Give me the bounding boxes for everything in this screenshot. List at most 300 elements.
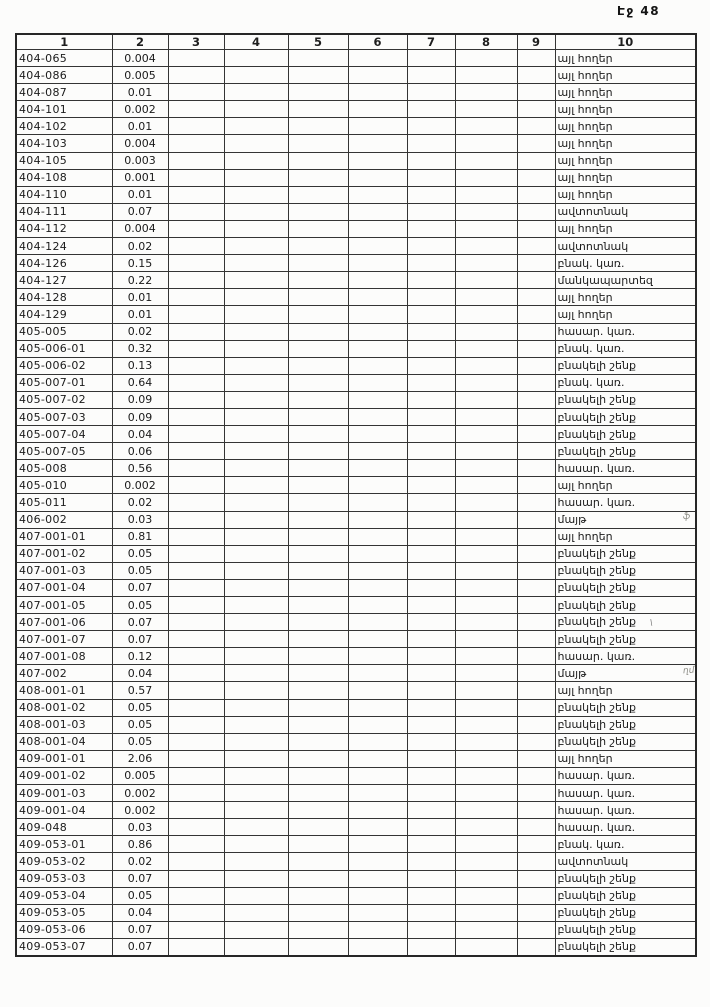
cell-empty (455, 203, 517, 220)
land-use-text: այլ հողեր (557, 154, 613, 168)
table-row (16, 597, 696, 614)
cell-empty (288, 870, 348, 887)
table-row (16, 186, 696, 203)
table-row (16, 733, 696, 750)
cell-empty (288, 579, 348, 596)
cell-empty (168, 67, 224, 84)
cell-empty (348, 340, 407, 357)
cell-empty (407, 631, 455, 648)
land-use-text: ավտոտնակ (557, 854, 629, 868)
cell-area-value: 0.86 (112, 836, 168, 853)
cell-empty (407, 870, 455, 887)
cell-empty (168, 870, 224, 887)
cell-empty (288, 203, 348, 220)
cell-empty (168, 374, 224, 391)
cell-empty (288, 50, 348, 67)
cell-empty (168, 665, 224, 682)
cell-empty (455, 836, 517, 853)
cell-empty (407, 904, 455, 921)
cell-empty (407, 238, 455, 255)
cell-empty (288, 887, 348, 904)
cell-empty (455, 477, 517, 494)
cell-empty (168, 118, 224, 135)
column-header: 4 (224, 34, 288, 50)
cell-empty (224, 597, 288, 614)
land-use-text: բնակելի շենք (557, 581, 636, 595)
cell-land-use (555, 426, 696, 443)
cell-land-use (555, 802, 696, 819)
cell-empty (407, 340, 455, 357)
cell-empty (407, 426, 455, 443)
cell-empty (407, 272, 455, 289)
cell-empty (224, 562, 288, 579)
cell-empty (348, 938, 407, 956)
cell-parcel-code: 404-124 (16, 238, 112, 255)
table-row (16, 101, 696, 118)
cell-empty (517, 511, 555, 528)
cell-empty (517, 152, 555, 169)
cell-empty (517, 443, 555, 460)
cell-empty (517, 938, 555, 956)
cell-empty (407, 750, 455, 767)
land-use-text: բնակելի շենք (557, 701, 636, 715)
land-use-text: բնակելի շենք (557, 735, 636, 749)
cell-area-value: 0.15 (112, 255, 168, 272)
cell-empty (407, 562, 455, 579)
land-use-text: բնակ. կառ. (557, 376, 625, 390)
cell-empty (517, 477, 555, 494)
land-use-text: այլ հողեր (557, 530, 613, 544)
cell-empty (517, 904, 555, 921)
land-use-text: բնակելի շենք (557, 872, 636, 886)
cell-empty (224, 169, 288, 186)
table-row (16, 785, 696, 802)
table-row (16, 306, 696, 323)
cell-land-use (555, 340, 696, 357)
cell-empty (288, 118, 348, 135)
cell-empty (407, 938, 455, 956)
cell-empty (168, 238, 224, 255)
cell-empty (168, 750, 224, 767)
table-row (16, 203, 696, 220)
cell-empty (168, 357, 224, 374)
cell-empty (224, 802, 288, 819)
cell-empty (348, 323, 407, 340)
cell-empty (455, 169, 517, 186)
cell-empty (517, 118, 555, 135)
cell-empty (348, 819, 407, 836)
cell-parcel-code: 409-053-03 (16, 870, 112, 887)
cell-empty (348, 84, 407, 101)
table-row (16, 494, 696, 511)
cell-area-value: 0.05 (112, 562, 168, 579)
cell-empty (407, 665, 455, 682)
table-row (16, 477, 696, 494)
cell-empty (455, 118, 517, 135)
land-use-text: բնակելի շենք (557, 564, 636, 578)
land-use-text: հասար. կառ. (557, 769, 636, 783)
cell-parcel-code: 408-001-02 (16, 699, 112, 716)
cell-land-use (555, 785, 696, 802)
land-use-text: այլ հողեր (557, 51, 613, 65)
cell-empty (455, 750, 517, 767)
cell-empty (168, 426, 224, 443)
cell-empty (224, 887, 288, 904)
cell-empty (407, 853, 455, 870)
land-use-text: բնակ. կառ. (557, 342, 625, 356)
cell-empty (168, 802, 224, 819)
cell-parcel-code: 409-053-04 (16, 887, 112, 904)
cell-empty (517, 716, 555, 733)
cell-empty (407, 374, 455, 391)
cell-parcel-code: 409-001-02 (16, 767, 112, 784)
cell-parcel-code: 404-111 (16, 203, 112, 220)
land-use-text: այլ հողեր (557, 188, 613, 202)
cell-empty (168, 272, 224, 289)
cell-empty (348, 460, 407, 477)
cell-parcel-code: 407-001-06 (16, 614, 112, 631)
cell-empty (517, 528, 555, 545)
cell-empty (224, 477, 288, 494)
cell-parcel-code: 405-007-04 (16, 426, 112, 443)
cell-area-value: 0.03 (112, 511, 168, 528)
cell-empty (288, 562, 348, 579)
cell-empty (224, 836, 288, 853)
cell-empty (348, 870, 407, 887)
cell-empty (224, 716, 288, 733)
cell-empty (407, 67, 455, 84)
cell-parcel-code: 404-086 (16, 67, 112, 84)
cell-empty (348, 443, 407, 460)
cell-empty (224, 186, 288, 203)
cell-empty (407, 511, 455, 528)
cell-empty (348, 733, 407, 750)
cell-empty (517, 135, 555, 152)
cell-area-value: 0.01 (112, 306, 168, 323)
cell-empty (168, 545, 224, 562)
cell-empty (517, 169, 555, 186)
table-row (16, 289, 696, 306)
cell-land-use (555, 648, 696, 665)
cell-empty (224, 306, 288, 323)
cell-empty (224, 135, 288, 152)
land-use-text: բնակելի շենք (557, 427, 636, 441)
cell-area-value: 0.03 (112, 819, 168, 836)
cell-parcel-code: 404-103 (16, 135, 112, 152)
cell-empty (348, 631, 407, 648)
cell-empty (517, 238, 555, 255)
land-use-text: բնակելի շենք (557, 393, 636, 407)
cell-empty (517, 562, 555, 579)
cell-empty (168, 289, 224, 306)
cell-parcel-code: 408-001-01 (16, 682, 112, 699)
cell-parcel-code: 404-112 (16, 220, 112, 237)
cell-parcel-code: 407-001-07 (16, 631, 112, 648)
cell-empty (455, 323, 517, 340)
cell-empty (224, 323, 288, 340)
cell-area-value: 0.001 (112, 169, 168, 186)
land-use-text: բնակելի շենք (557, 444, 636, 458)
table-row (16, 750, 696, 767)
cell-empty (224, 374, 288, 391)
cell-land-use (555, 631, 696, 648)
cell-empty (224, 528, 288, 545)
table-row (16, 357, 696, 374)
table-row (16, 699, 696, 716)
cell-empty (168, 443, 224, 460)
cell-empty (224, 648, 288, 665)
cell-empty (407, 545, 455, 562)
cell-area-value: 0.07 (112, 579, 168, 596)
cell-empty (224, 870, 288, 887)
cell-empty (168, 682, 224, 699)
table-row (16, 665, 696, 682)
cell-empty (224, 220, 288, 237)
cell-land-use (555, 374, 696, 391)
cell-empty (455, 306, 517, 323)
cell-area-value: 0.07 (112, 938, 168, 956)
cell-empty (517, 665, 555, 682)
cell-empty (348, 477, 407, 494)
cell-empty (407, 186, 455, 203)
cell-empty (407, 494, 455, 511)
cell-empty (224, 460, 288, 477)
cell-parcel-code: 407-001-08 (16, 648, 112, 665)
cell-empty (455, 648, 517, 665)
table-row (16, 904, 696, 921)
cell-empty (348, 682, 407, 699)
cell-area-value: 0.01 (112, 289, 168, 306)
cell-land-use (555, 665, 696, 682)
cell-parcel-code: 409-001-04 (16, 802, 112, 819)
cell-empty (455, 84, 517, 101)
cell-parcel-code: 407-001-05 (16, 597, 112, 614)
cell-land-use (555, 118, 696, 135)
cell-empty (455, 921, 517, 938)
cell-empty (517, 67, 555, 84)
cell-area-value: 0.09 (112, 408, 168, 425)
cell-empty (288, 238, 348, 255)
cell-land-use (555, 870, 696, 887)
cell-empty (288, 135, 348, 152)
cell-empty (407, 921, 455, 938)
cell-empty (288, 408, 348, 425)
cell-area-value: 0.07 (112, 870, 168, 887)
cell-parcel-code: 404-127 (16, 272, 112, 289)
cell-parcel-code: 409-053-01 (16, 836, 112, 853)
cell-area-value: 0.22 (112, 272, 168, 289)
land-use-text: այլ հողեր (557, 119, 613, 133)
cell-empty (224, 494, 288, 511)
cell-empty (517, 631, 555, 648)
cell-empty (517, 733, 555, 750)
cell-empty (348, 836, 407, 853)
cell-empty (407, 699, 455, 716)
cell-empty (517, 460, 555, 477)
margin-note: ղմ (682, 665, 695, 677)
cell-parcel-code: 405-008 (16, 460, 112, 477)
cell-empty (224, 357, 288, 374)
column-header: 6 (348, 34, 407, 50)
table-row (16, 50, 696, 67)
cell-empty (455, 853, 517, 870)
cell-empty (288, 477, 348, 494)
cell-empty (517, 853, 555, 870)
cell-empty (348, 699, 407, 716)
cell-area-value: 0.81 (112, 528, 168, 545)
land-use-text: այլ հողեր (557, 137, 613, 151)
cell-empty (348, 50, 407, 67)
cell-empty (224, 289, 288, 306)
cell-empty (517, 203, 555, 220)
cell-land-use (555, 135, 696, 152)
cell-empty (348, 101, 407, 118)
cell-empty (348, 186, 407, 203)
cell-empty (348, 67, 407, 84)
cell-empty (517, 391, 555, 408)
table-row (16, 579, 696, 596)
cell-empty (348, 203, 407, 220)
land-use-text: հասար. կառ. (557, 325, 636, 339)
cell-empty (407, 716, 455, 733)
cell-area-value: 0.02 (112, 323, 168, 340)
cell-empty (288, 84, 348, 101)
cell-empty (288, 716, 348, 733)
cell-land-use (555, 220, 696, 237)
table-row (16, 169, 696, 186)
cell-area-value: 0.004 (112, 220, 168, 237)
cell-empty (288, 340, 348, 357)
table-row (16, 426, 696, 443)
cell-parcel-code: 408-001-03 (16, 716, 112, 733)
cell-empty (288, 785, 348, 802)
cell-empty (168, 579, 224, 596)
land-use-text: բնակելի շենք (557, 923, 636, 937)
cell-empty (517, 494, 555, 511)
cell-empty (455, 631, 517, 648)
land-use-text: բնակելի շենք (557, 718, 636, 732)
cell-empty (407, 169, 455, 186)
cell-land-use (555, 289, 696, 306)
cell-empty (224, 545, 288, 562)
cell-empty (168, 255, 224, 272)
cell-parcel-code: 409-053-07 (16, 938, 112, 956)
cell-empty (224, 84, 288, 101)
cell-empty (407, 819, 455, 836)
cell-empty (455, 597, 517, 614)
cell-empty (348, 597, 407, 614)
cell-empty (348, 562, 407, 579)
cell-empty (288, 853, 348, 870)
cell-area-value: 0.002 (112, 101, 168, 118)
cell-empty (224, 511, 288, 528)
table-row (16, 938, 696, 956)
cell-empty (224, 579, 288, 596)
cell-empty (288, 169, 348, 186)
land-use-text: այլ հողեր (557, 222, 613, 236)
cell-empty (168, 50, 224, 67)
cell-parcel-code: 409-048 (16, 819, 112, 836)
cell-empty (168, 614, 224, 631)
land-use-text: այլ հողեր (557, 102, 613, 116)
cell-empty (288, 648, 348, 665)
cell-empty (455, 357, 517, 374)
table-row (16, 152, 696, 169)
cell-empty (288, 750, 348, 767)
table-row (16, 545, 696, 562)
cell-empty (348, 545, 407, 562)
cell-empty (168, 699, 224, 716)
cell-empty (455, 938, 517, 956)
land-use-text: հասար. կառ. (557, 495, 636, 509)
cell-empty (224, 631, 288, 648)
land-use-text: հասար. կառ. (557, 786, 636, 800)
cell-empty (407, 460, 455, 477)
table-row (16, 853, 696, 870)
land-use-text: բնակելի շենք (557, 359, 636, 373)
cell-empty (168, 306, 224, 323)
cell-empty (224, 682, 288, 699)
cell-empty (224, 785, 288, 802)
cell-empty (407, 887, 455, 904)
cell-parcel-code: 405-005 (16, 323, 112, 340)
cell-empty (407, 220, 455, 237)
cell-empty (288, 511, 348, 528)
cell-empty (455, 767, 517, 784)
column-header: 5 (288, 34, 348, 50)
cell-empty (168, 716, 224, 733)
cell-parcel-code: 405-006-02 (16, 357, 112, 374)
table-row (16, 220, 696, 237)
cell-land-use (555, 733, 696, 750)
cell-empty (168, 494, 224, 511)
cell-parcel-code: 405-007-05 (16, 443, 112, 460)
cell-empty (407, 579, 455, 596)
cell-empty (348, 289, 407, 306)
cell-empty (517, 255, 555, 272)
cell-empty (348, 887, 407, 904)
cell-empty (348, 579, 407, 596)
cell-empty (288, 614, 348, 631)
cell-parcel-code: 404-129 (16, 306, 112, 323)
cell-empty (348, 494, 407, 511)
table-row (16, 511, 696, 528)
cell-parcel-code: 405-011 (16, 494, 112, 511)
cell-area-value: 0.32 (112, 340, 168, 357)
land-use-text: մայթ (557, 513, 587, 527)
cell-empty (517, 579, 555, 596)
cell-empty (224, 203, 288, 220)
cell-empty (224, 665, 288, 682)
cell-land-use (555, 750, 696, 767)
land-use-text: այլ հողեր (557, 68, 613, 82)
cell-parcel-code: 405-007-03 (16, 408, 112, 425)
land-use-text: այլ հողեր (557, 752, 613, 766)
cell-empty (168, 733, 224, 750)
cell-land-use (555, 682, 696, 699)
cell-empty (455, 699, 517, 716)
land-use-text: հասար. կառ. (557, 461, 636, 475)
land-parcel-table (15, 33, 697, 957)
cell-empty (168, 836, 224, 853)
table-row (16, 614, 696, 631)
cell-land-use (555, 255, 696, 272)
cell-area-value: 0.04 (112, 426, 168, 443)
cell-empty (224, 340, 288, 357)
cell-empty (168, 101, 224, 118)
cell-empty (288, 767, 348, 784)
cell-empty (455, 272, 517, 289)
